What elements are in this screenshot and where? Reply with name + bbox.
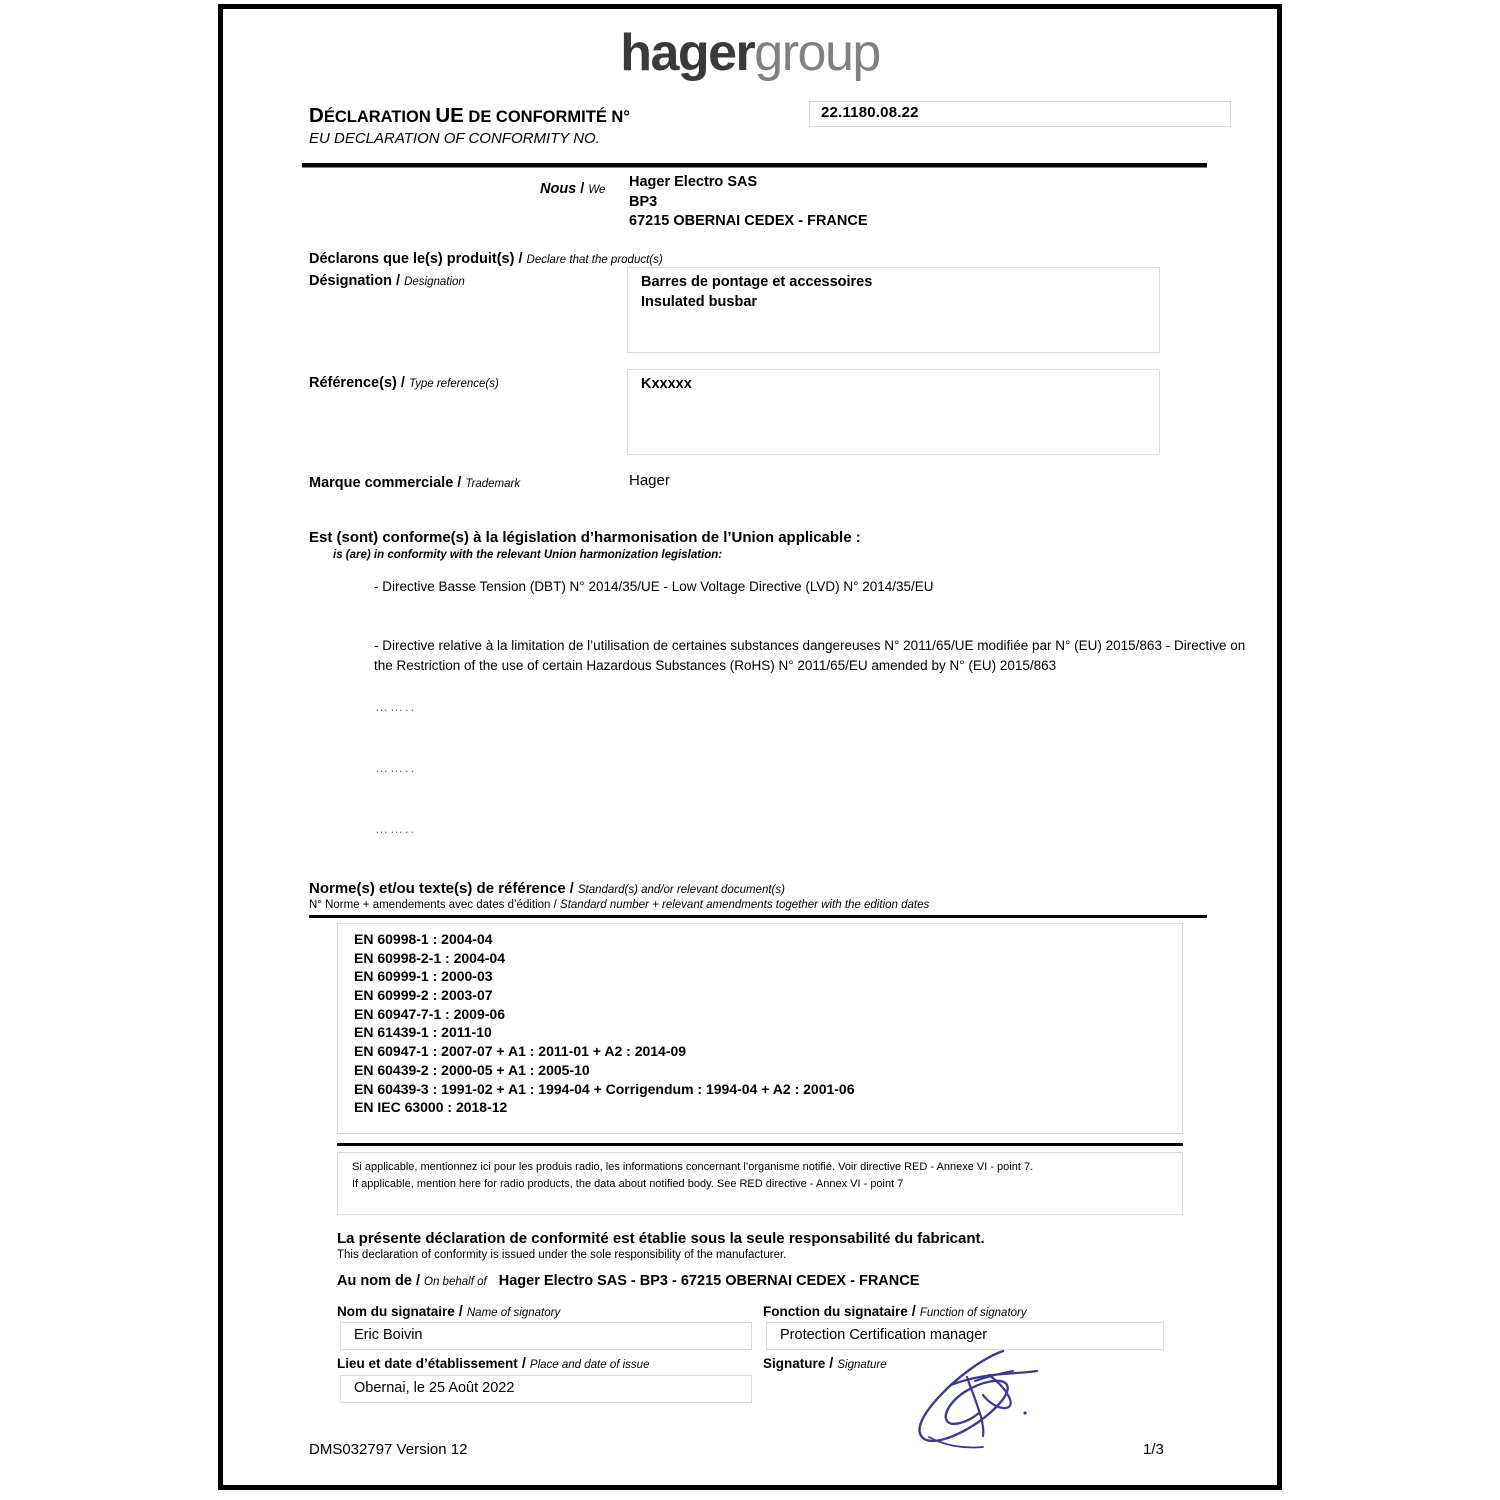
- notified-body-divider-rule: [337, 1143, 1183, 1146]
- manufacturer-address: [629, 173, 868, 232]
- we-label-fr: Nous: [540, 181, 577, 197]
- trademark-label: Marque commerciale / Trademark: [309, 475, 521, 491]
- notified-body-note-text: [352, 1159, 1033, 1192]
- title-conformity-text: DE CONFORMITÉ N°: [463, 108, 630, 126]
- notified-body-note-box[interactable]: [337, 1152, 1183, 1215]
- directive-rohs: - Directive relative à la limitation de l’utilisation de certaines substances dangereuses N° 2011/65/UE modifiée par N° (EU) 2015/863 - Directive on the Restriction of the use of certain Hazardous Substances (RoHS) N° 2011/65/EU amended by N° (EU) 2015/863: [374, 638, 1246, 674]
- standard-item: EN IEC 63000 : 2018-12: [354, 1099, 508, 1116]
- place-date-label-en: Place and date of issue: [529, 1359, 650, 1371]
- signatory-function-value: Protection Certification manager: [780, 1327, 988, 1343]
- declaration-number-value: 22.1180.08.22: [821, 104, 919, 121]
- signatory-name-label-fr: Nom du signataire: [337, 1304, 455, 1319]
- standards-subheading-fr: N° Norme + amendements avec dates d’édition: [309, 899, 551, 911]
- title-declaration-text: ÉCLARATION: [323, 108, 436, 126]
- on-behalf-value: Hager Electro SAS - BP3 - 67215 OBERNAI CEDEX - FRANCE: [498, 1273, 920, 1289]
- hager-group-logo: [223, 24, 1277, 82]
- conformity-heading-en: is (are) in conformity with the relevant Union harmonization legislation:: [333, 549, 723, 561]
- document-page: [218, 4, 1282, 1490]
- designation-value: [641, 273, 872, 312]
- standard-item: EN 60947-7-1 : 2009-06: [354, 1005, 505, 1022]
- reference-label-en: Type reference(s): [408, 378, 499, 390]
- manufacturer-address-line2: BP3: [629, 193, 658, 210]
- conformity-heading-fr: Est (sont) conforme(s) à la législation d’harmonisation de l’Union applicable :: [309, 529, 861, 546]
- responsibility-statement-fr: La présente déclaration de conformité est établie sous la seule responsabilité du fabricant.: [337, 1230, 985, 1247]
- signature-label: Signature / Signature: [763, 1356, 887, 1372]
- signatory-name-label-en: Name of signatory: [466, 1307, 561, 1319]
- declare-label: Déclarons que le(s) produit(s) / Declare that the product(s): [309, 251, 663, 267]
- standard-item: EN 60439-3 : 1991-02 + A1 : 1994-04 + Corrigendum : 1994-04 + A2 : 2001-06: [354, 1080, 855, 1097]
- designation-label: Désignation / Designation: [309, 273, 465, 289]
- standards-list: [354, 930, 855, 1117]
- on-behalf-label: Au nom de / On behalf of Hager Electro SAS - BP3 - 67215 OBERNAI CEDEX - FRANCE: [337, 1273, 920, 1289]
- document-title-block: [309, 105, 1209, 147]
- placeholder-dots-3: ……..: [375, 821, 417, 836]
- trademark-label-fr: Marque commerciale: [309, 475, 454, 491]
- signature-label-fr: Signature: [763, 1356, 826, 1371]
- reference-value: Kxxxxx: [641, 376, 692, 392]
- standards-divider-rule: [309, 915, 1207, 918]
- place-date-label: Lieu et date d’établissement / Place and date of issue: [337, 1356, 650, 1372]
- trademark-label-en: Trademark: [465, 478, 521, 490]
- signatory-function-label-en: Function of signatory: [919, 1307, 1027, 1319]
- signatory-function-label-fr: Fonction du signataire: [763, 1304, 908, 1319]
- title-ue-text: UE: [435, 104, 464, 127]
- page-content: [223, 9, 1277, 1485]
- standards-subheading-en: Standard number + relevant amendments together with the edition dates: [560, 899, 930, 911]
- standard-item: EN 60439-2 : 2000-05 + A1 : 2005-10: [354, 1061, 590, 1078]
- trademark-value: Hager: [629, 472, 670, 489]
- standard-item: EN 60999-1 : 2000-03: [354, 968, 493, 985]
- manufacturer-name: Hager Electro SAS: [629, 174, 758, 190]
- place-date-label-fr: Lieu et date d’établissement: [337, 1356, 518, 1371]
- notified-body-note-fr: Si applicable, mentionnez ici pour les produis radio, les informations concernant l’organisme notifié. Voir directive RED - Annexe VI - point 7.: [352, 1161, 1034, 1173]
- standards-heading: Norme(s) et/ou texte(s) de référence / Standard(s) and/or relevant document(s): [309, 880, 785, 897]
- declare-label-fr: Déclarons que le(s) produit(s): [309, 251, 515, 267]
- handwritten-signature-icon: [885, 1337, 1085, 1457]
- designation-label-fr: Désignation: [309, 273, 392, 289]
- notified-body-note-en: If applicable, mention here for radio products, the data about notified body. See RED directive - Annex VI - point 7: [352, 1177, 904, 1190]
- on-behalf-label-en: On behalf of: [424, 1276, 487, 1288]
- responsibility-statement-en: This declaration of conformity is issued under the sole responsibility of the manufacturer.: [337, 1249, 787, 1261]
- manufacturer-address-line3: 67215 OBERNAI CEDEX - FRANCE: [629, 213, 868, 230]
- standard-item: EN 60998-2-1 : 2004-04: [354, 949, 505, 966]
- standard-item: EN 60998-1 : 2004-04: [354, 931, 493, 947]
- standards-heading-fr: Norme(s) et/ou texte(s) de référence: [309, 880, 566, 897]
- standards-list-box[interactable]: [337, 923, 1183, 1134]
- logo-group-text: group: [754, 24, 880, 82]
- we-label: Nous / We: [540, 181, 606, 197]
- signatory-name-value: Eric Boivin: [354, 1327, 423, 1343]
- placeholder-dots-1: ……..: [375, 699, 417, 714]
- designation-value-fr: Barres de pontage et accessoires: [641, 274, 873, 290]
- standard-item: EN 60947-1 : 2007-07 + A1 : 2011-01 + A2 : 2014-09: [354, 1043, 687, 1060]
- designation-label-en: Designation: [404, 276, 465, 288]
- signatory-function-label: Fonction du signataire / Function of signatory: [763, 1304, 1027, 1320]
- standard-item: EN 60999-2 : 2003-07: [354, 987, 493, 1004]
- signature-image: [885, 1337, 1085, 1462]
- reference-label-fr: Référence(s): [309, 375, 397, 391]
- title-initial: D: [309, 104, 324, 127]
- title-divider-rule-shadow: [302, 167, 1207, 168]
- directive-lvd: - Directive Basse Tension (DBT) N° 2014/35/UE - Low Voltage Directive (LVD) N° 2014/35/EU: [374, 579, 934, 594]
- page-title-english: EU DECLARATION OF CONFORMITY NO.: [309, 129, 600, 147]
- we-label-en: We: [588, 184, 606, 196]
- on-behalf-label-fr: Au nom de: [337, 1273, 412, 1289]
- logo-hager-text: hager: [620, 24, 755, 82]
- standard-item: EN 61439-1 : 2011-10: [354, 1024, 492, 1041]
- footer-document-id: DMS032797 Version 12: [309, 1441, 468, 1458]
- placeholder-dots-2: ……..: [375, 760, 417, 775]
- signature-label-en: Signature: [837, 1359, 887, 1371]
- footer-page-number: 1/3: [1143, 1441, 1164, 1458]
- declare-label-en: Declare that the product(s): [526, 254, 663, 266]
- standards-heading-en: Standard(s) and/or relevant document(s): [577, 884, 785, 896]
- reference-label: Référence(s) / Type reference(s): [309, 375, 499, 391]
- place-date-value: Obernai, le 25 Août 2022: [354, 1380, 515, 1396]
- standards-subheading: N° Norme + amendements avec dates d’édition / Standard number + relevant amendments together with the edition dates: [309, 899, 930, 911]
- signatory-name-label: Nom du signataire / Name of signatory: [337, 1304, 561, 1320]
- reference-field[interactable]: [627, 369, 1160, 455]
- designation-value-en: Insulated busbar: [641, 293, 758, 310]
